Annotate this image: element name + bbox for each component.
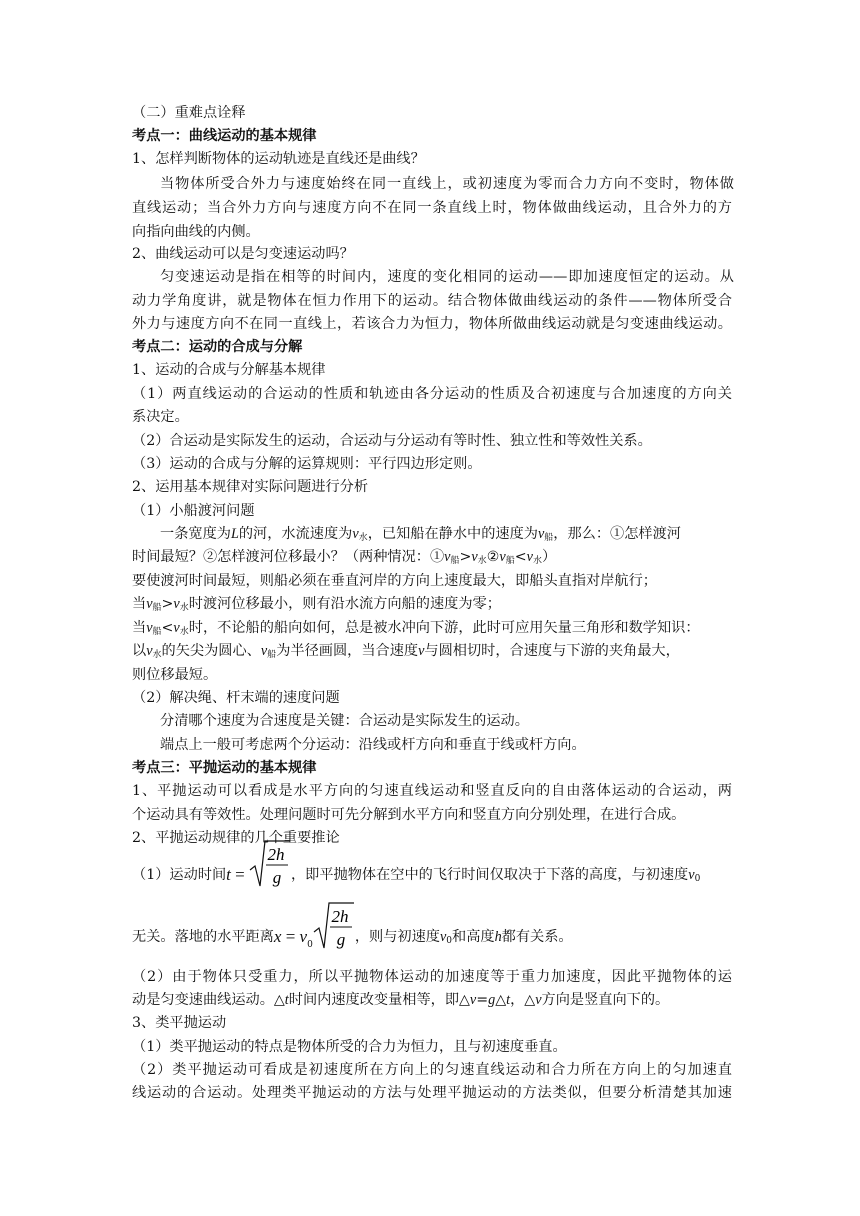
boat-line-4: 当$v_船>v_水$时渡河位移最小，则有沿水流方向船的速度为零； [132, 596, 501, 613]
question-1: 1、怎样判断物体的运动轨迹是直线还是曲线？ [132, 151, 425, 167]
paragraph-line: 外力与速度方向不在同一直线上，若该合力为恒力，物体所做曲线运动就是匀变速曲线运动。 [132, 316, 732, 332]
subsection-boat: （1）小船渡河问题 [132, 503, 255, 519]
list-item: 线运动的合运动。处理类平抛运动的方法与处理平抛运动的方法类似，但要分析清楚其加速 [132, 1085, 732, 1101]
subsection-rope: （2）解决绳、杆末端的速度问题 [132, 690, 340, 706]
paragraph-line: 动是匀变速曲线运动。△t时间内速度改变量相等，即△v=g△t，△v方向是竖直向下的。 [132, 992, 670, 1008]
paragraph-line: 向指向曲线的内侧。 [132, 224, 260, 240]
formula-line-time: （1）运动时间t = 2h g ，即平抛物体在空中的飞行时间仅取决于下落的高度，与初速度$v_0$ [132, 838, 700, 890]
boat-line-6: 以$v_水$的矢尖为圆心、$v_船$为半径画圆，当合速度v与圆相切时，合速度与下游的夹角最大， [132, 643, 680, 660]
paragraph-line: 直线运动；当合外力方向与速度方向不在同一条直线上时，物体做曲线运动，且合外力的方 [132, 200, 732, 216]
svg-text:g: g [272, 868, 282, 887]
question-1: 1、运动的合成与分解基本规律 [132, 362, 326, 378]
paragraph-line: 1、平抛运动可以看成是水平方向的匀速直线运动和竖直反向的自由落体运动的合运动，两 [132, 783, 732, 799]
kaodian-2-title: 考点二：运动的合成与分解 [132, 339, 303, 355]
question-2: 2、曲线运动可以是匀变速运动吗？ [132, 246, 354, 262]
list-item: （2）类平抛运动可看成是初速度所在方向上的匀速直线运动和合力所在方向上的匀加速直 [132, 1062, 732, 1078]
boat-line-5: 当$v_船<v_水$时，不论船的船向如何，总是被水冲向下游，此时可应用矢量三角形和数学知识： [132, 620, 700, 637]
paragraph-line: 当物体所受合外力与速度始终在同一直线上，或初速度为零而合力方向不变时，物体做 [160, 176, 734, 192]
list-item: （1）类平抛运动的特点是物体所受的合力为恒力，且与初速度垂直。 [132, 1039, 567, 1055]
boat-line-3: 要使渡河时间最短，则船必须在垂直河岸的方向上速度最大，即船头直指对岸航行； [132, 573, 657, 589]
kaodian-1-title: 考点一：曲线运动的基本规律 [132, 128, 317, 144]
list-item: （1）两直线运动的合运动的性质和轨迹由各分运动的性质及合初速度与合加速度的方向关 [132, 386, 732, 402]
boat-line-7: 则位移最短。 [132, 667, 218, 683]
kaodian-3-title: 考点三：平抛运动的基本规律 [132, 760, 317, 776]
list-item: （2）合运动是实际发生的运动，合运动与分运动有等时性、独立性和等效性关系。 [132, 433, 652, 449]
rope-line-1: 分清哪个速度为合速度是关键：合运动是实际发生的运动。 [160, 713, 529, 729]
list-item: （3）运动的合成与分解的运算规则：平行四边形定则。 [132, 456, 482, 472]
formula-line-distance: 无关。落地的水平距离$x = v_0$ 2h g ，则与初速度$v_0$和高度h都有关系。 [132, 900, 573, 952]
svg-text:g: g [336, 930, 346, 949]
boat-line-2: 时间最短？②怎样渡河位移最小？（两种情况：$①v_船>v_水②v_船<v_水$） [132, 549, 557, 566]
svg-text:2h: 2h [331, 907, 349, 926]
rope-line-2: 端点上一般可考虑两个分运动：沿线或杆方向和垂直于线或杆方向。 [160, 737, 586, 753]
sqrt-2h-over-g [313, 900, 355, 974]
section-heading: （二）重难点诠释 [132, 105, 246, 121]
paragraph-line: 动力学角度讲，就是物体在恒力作用下的运动。结合物体做曲线运动的条件——物体所受合 [132, 293, 732, 309]
question-2: 2、平抛运动规律的几个重要推论 [132, 830, 340, 846]
list-item: 系决定。 [132, 409, 189, 425]
paragraph-line: 个运动具有等效性。处理问题时可先分解到水平方向和竖直方向分别处理，在进行合成。 [132, 807, 686, 823]
svg-text:2h: 2h [267, 845, 285, 864]
question-3: 3、类平抛运动 [132, 1015, 227, 1031]
paragraph-line: （2）由于物体只受重力，所以平抛物体运动的加速度等于重力加速度，因此平抛物体的运 [132, 969, 732, 985]
paragraph-line: 匀变速运动是指在相等的时间内，速度的变化相同的运动——即加速度恒定的运动。从 [160, 269, 734, 285]
question-2: 2、运用基本规律对实际问题进行分析 [132, 479, 369, 495]
boat-line-1: 一条宽度为L的河，水流速度为$v_水$，已知船在静水中的速度为$v_船$，那么：①怎样渡河 [160, 526, 681, 543]
